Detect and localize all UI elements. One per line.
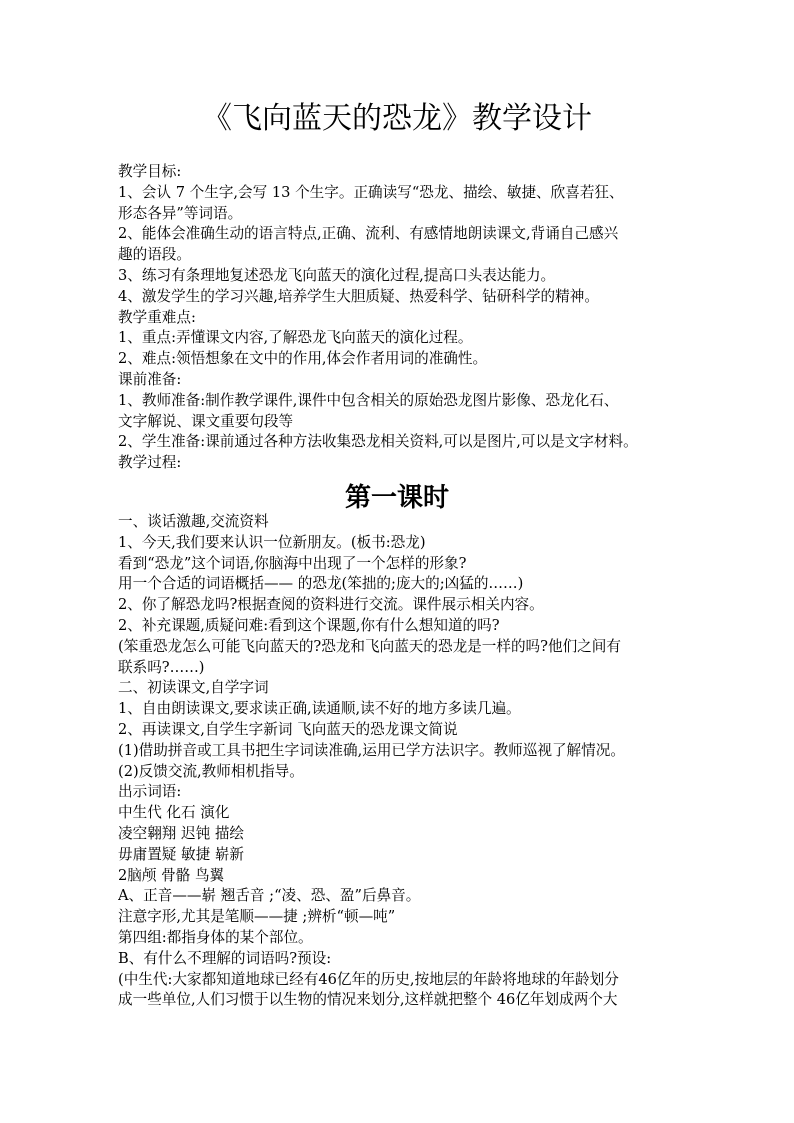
text-line: (2)反馈交流,教师相机指导。 [118,762,304,780]
text-line: 课前准备: [118,370,182,388]
text-line: (中生代:大家都知道地球已经有46亿年的历史,按地层的年龄将地球的年龄划分 [118,970,619,988]
text-line: B、有什么不理解的词语吗?预设: [118,949,332,967]
text-line: 2、再读课文,自学生字新词 飞向蓝天的恐龙课文简说 [118,720,458,738]
text-line: 教学目标: [118,163,182,180]
text-line: 中生代 化石 演化 [118,804,230,822]
text-line: 2、补充课题,质疑问难:看到这个课题,你有什么想知道的吗? [118,616,500,634]
text-line: 2、难点:领悟想象在文中的作用,体会作者用词的准确性。 [118,350,488,368]
section-heading: 第一课时 [344,483,449,513]
text-line: 3、练习有条理地复述恐龙飞向蓝天的演化过程,提高口头表达能力。 [118,266,556,284]
intro-text [118,162,690,474]
body-text [118,512,690,1011]
text-line: (笨重恐龙怎么可能飞向蓝天的?恐龙和飞向蓝天的恐龙是一样的吗?他们之间有 [118,637,621,655]
text-line: 2、你了解恐龙吗?根据查阅的资料进行交流。课件展示相关内容。 [118,596,544,614]
text-line: 2、能体会准确生动的语言特点,正确、流利、有感情地朗读课文,背诵自己感兴 [118,225,619,243]
text-line: 出示词语: [118,783,182,801]
text-line: 成一些单位,人们习惯于以生物的情况来划分,这样就把整个 46亿年划成两个大 [118,991,618,1009]
text-line: 1、重点:弄懂课文内容,了解恐龙飞向蓝天的演化过程。 [118,329,473,347]
text-line: A、正音——崭 翘舌音 ;“凌、恐、盈”后鼻音。 [118,887,421,905]
text-line: 2脑颅 骨骼 鸟翼 [118,866,225,884]
document-title: 《飞向蓝天的恐龙》教学设计 [202,101,592,136]
text-line: 二、初读课文,自学字词 [118,679,269,697]
text-line: 看到“恐龙”这个词语,你脑海中出现了一个怎样的形象? [118,554,467,572]
text-line: 第四组:都指身体的某个部位。 [118,928,313,946]
text-line: 一、谈话激趣,交流资料 [118,513,269,530]
text-line: 形态各异”等词语。 [118,204,243,222]
text-line: 毋庸置疑 敏捷 崭新 [118,845,245,863]
text-line: (1)借助拼音或工具书把生字词读准确,运用已学方法识字。教师巡视了解情况。 [118,741,625,759]
text-line: 文字解说、课文重要句段等 [118,412,294,430]
text-line: 1、教师准备:制作教学课件,课件中包含相关的原始恐龙图片影像、恐龙化石、 [118,391,619,409]
text-line: 用一个合适的词语概括—— 的恐龙(笨拙的;庞大的;凶猛的……) [118,575,524,593]
text-line: 注意字形,尤其是笔顺——捷 ;辨析“顿—吨” [118,908,396,926]
text-line: 2、学生准备:课前通过各种方法收集恐龙相关资料,可以是图片,可以是文字材料。 [118,433,638,451]
text-line: 联系吗?……) [118,658,205,676]
text-line: 凌空翱翔 迟钝 描绘 [118,824,245,842]
text-line: 4、激发学生的学习兴趣,培养学生大胆质疑、热爱科学、钻研科学的精神。 [118,287,599,305]
text-line: 教学过程: [118,454,182,472]
text-line: 趣的语段。 [118,246,191,264]
text-line: 教学重难点: [118,308,196,326]
text-line: 1、自由朗读课文,要求读正确,读通顺,读不好的地方多读几遍。 [118,700,521,718]
text-line: 1、会认 7 个生字,会写 13 个生字。正确读写“恐龙、描绘、敏捷、欣喜若狂、 [118,183,624,201]
text-line: 1、今天,我们要来认识一位新朋友。(板书:恐龙) [118,533,426,551]
